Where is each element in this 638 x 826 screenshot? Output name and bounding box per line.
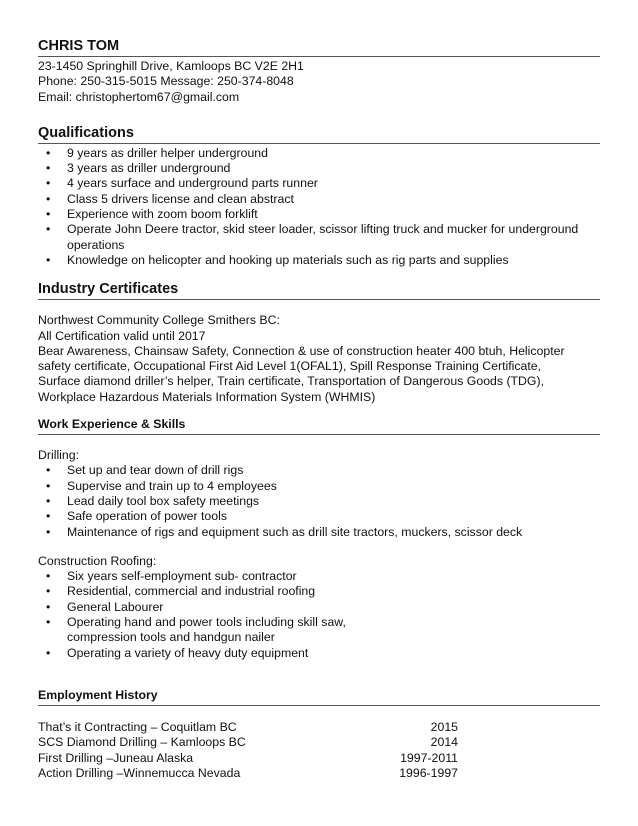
qualifications-heading: Qualifications — [38, 125, 600, 144]
employer-name: Action Drilling –Winnemucca Nevada — [38, 765, 241, 780]
list-item: • General Labourer — [46, 599, 164, 614]
list-item: • 9 years as driller helper underground — [46, 145, 268, 160]
list-item: • Operating hand and power tools including skill saw, compression tools and handgun nailer — [46, 615, 346, 645]
email-line: Email: christophertom67@gmail.com — [38, 89, 240, 104]
bullet-icon: • — [46, 176, 51, 191]
list-item: • Maintenance of rigs and equipment such as drill site tractors, muckers, scissor deck — [46, 524, 523, 539]
bullet-icon: • — [46, 252, 51, 267]
list-item: • Knowledge on helicopter and hooking up materials such as rig parts and supplies — [46, 252, 509, 267]
certificates-heading: Industry Certificates — [38, 281, 600, 300]
drilling-list — [38, 463, 600, 539]
list-item: • Operating a variety of heavy duty equipment — [46, 645, 309, 660]
list-item: • Experience with zoom boom forklift — [46, 207, 258, 222]
list-item: • Lead daily tool box safety meetings — [46, 493, 260, 508]
list-item: • Set up and tear down of drill rigs — [46, 463, 244, 478]
address-line: 23-1450 Springhill Drive, Kamloops BC V2E 2H1 — [38, 59, 304, 73]
list-item: • Six years self-employment sub- contractor — [46, 569, 297, 584]
roofing-list — [38, 569, 600, 661]
list-item: • Supervise and train up to 4 employees — [46, 478, 277, 493]
bullet-icon: • — [46, 145, 51, 160]
employer-name: That’s it Contracting – Coquitlam BC — [38, 719, 237, 734]
list-item: • Operate John Deere tractor, skid steer loader, scissor lifting truck and mucker for underground operations — [46, 222, 579, 252]
bullet-icon: • — [46, 463, 51, 478]
candidate-name: CHRIS TOM — [38, 38, 600, 57]
resume-page — [38, 38, 600, 781]
employment-years: 2015 — [430, 719, 458, 734]
bullet-icon: • — [46, 615, 51, 630]
drilling-label: Drilling: — [38, 448, 79, 463]
bullet-icon: • — [46, 509, 51, 524]
employment-table — [38, 720, 600, 781]
list-item: • Residential, commercial and industrial roofing — [46, 584, 316, 599]
bullet-icon: • — [46, 493, 51, 508]
table-row — [38, 735, 600, 750]
employer-name: First Drilling –Juneau Alaska — [38, 750, 194, 765]
list-item: • 4 years surface and underground parts runner — [46, 176, 318, 191]
table-row — [38, 720, 600, 735]
phone-line: Phone: 250-315-5015 Message: 250-374-8048 — [38, 74, 294, 89]
roofing-label: Construction Roofing: — [38, 553, 157, 568]
bullet-icon: • — [46, 569, 51, 584]
certificate-list: Bear Awareness, Chainsaw Safety, Connection & use of construction heater 400 btuh, Helicopter safety certificate, Occupational First Aid Level 1(OFAL1), Spill Response Training Certificate, Surface diamond driller’s helper, Train certificate, Transportation of Dangerous Goods (TDG), Workplace Hazardous Materials Information System (WHMIS) — [38, 343, 565, 404]
bullet-icon: • — [46, 207, 51, 222]
list-item: • 3 years as driller underground — [46, 161, 231, 176]
employment-years: 1996-1997 — [399, 765, 458, 780]
table-row — [38, 766, 600, 781]
college-line: Northwest Community College Smithers BC: — [38, 313, 280, 328]
employment-heading: Employment History — [38, 688, 600, 706]
bullet-icon: • — [46, 161, 51, 176]
bullet-icon: • — [46, 584, 51, 599]
employment-years: 2014 — [430, 735, 458, 750]
work-heading: Work Experience & Skills — [38, 417, 600, 435]
bullet-icon: • — [46, 645, 51, 660]
list-item: • Class 5 drivers license and clean abstract — [46, 191, 294, 206]
bullet-icon: • — [46, 222, 51, 237]
validity-line: All Certification valid until 2017 — [38, 328, 206, 343]
bullet-icon: • — [46, 524, 51, 539]
bullet-icon: • — [46, 191, 51, 206]
bullet-icon: • — [46, 599, 51, 614]
employment-years: 1997-2011 — [400, 750, 458, 765]
table-row — [38, 751, 600, 766]
qualifications-list — [38, 146, 600, 268]
employer-name: SCS Diamond Drilling – Kamloops BC — [38, 735, 246, 750]
bullet-icon: • — [46, 478, 51, 493]
list-item: • Safe operation of power tools — [46, 509, 227, 524]
